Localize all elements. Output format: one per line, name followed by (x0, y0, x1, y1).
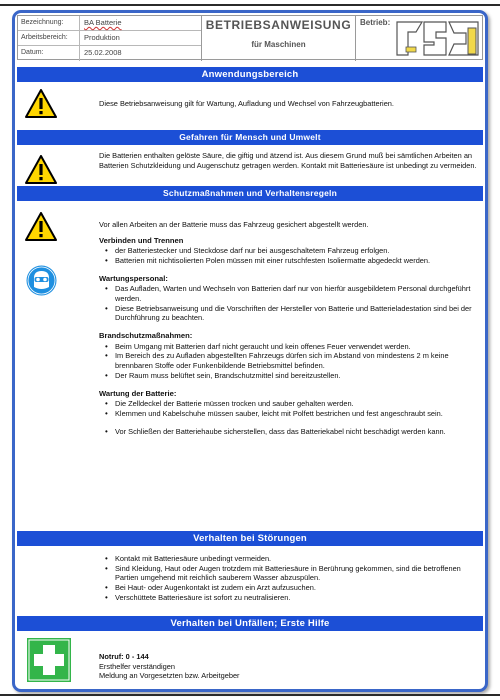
section-malfunctions (17, 546, 483, 614)
top-rule (0, 4, 500, 6)
group-list-connect (99, 246, 483, 265)
section-accidents (17, 632, 483, 690)
list-item: • Der Raum muss belüftet sein, Brandschutzmittel sind bereitzustellen. (99, 371, 483, 381)
list-item: • Vor Schließen der Batteriehaube sicherstellen, dass das Batteriekabel nicht beschädigt werden kann. (99, 427, 483, 437)
header-row-workarea (18, 31, 201, 46)
section-measures (17, 202, 483, 530)
list-item: • Sind Kleidung, Haut oder Augen trotzdem mit Batteriesäure in Berührung gekommen, sind die betroffenen Partien umgehend mit reichlich sauberem Wasser abzuspülen. (99, 564, 483, 583)
document-header (17, 15, 483, 60)
list-item: • Verschüttete Batteriesäure ist sofort zu neutralisieren. (99, 593, 483, 603)
warning-icon (25, 212, 57, 242)
section-hazards (17, 145, 483, 191)
list-item: • Bei Haut- oder Augenkontakt ist zudem ein Arzt aufzusuchen. (99, 583, 483, 593)
list-item: • Im Bereich des zu Aufladen abgestellten Fahrzeugs dürfen sich im Abstand von mindestens 2 m keine brennbaren Stoffe oder Funkenbildende Betriebsmittel befinden. (99, 351, 483, 370)
group-heading-maintenance: Wartung der Batterie: (99, 388, 177, 398)
list-item: • Diese Betriebsanweisung und die Vorschriften der Hersteller von Batterie und Batterieladestation sind bei der Durchführung zu beachten. (99, 304, 483, 323)
list-item: • Klemmen und Kabelschuhe müssen sauber, leicht mit Polfett bestrichen und fest angeschraubt sein. (99, 409, 483, 419)
group-heading-fire: Brandschutzmaßnahmen: (99, 330, 193, 340)
section-bar-malfunctions: Verhalten bei Störungen (17, 531, 483, 546)
group-list-fire (99, 342, 483, 381)
group-list-maintenance (99, 399, 483, 436)
accidents-content (99, 652, 483, 681)
bottom-rule (0, 694, 500, 696)
header-meta-table (18, 16, 202, 61)
list-item: • Beim Umgang mit Batterien darf nicht geraucht und kein offenes Feuer verwendet werden. (99, 342, 483, 352)
group-heading-connect: Verbinden und Trennen (99, 235, 184, 245)
section-bar-hazards: Gefahren für Mensch und Umwelt (17, 130, 483, 145)
list-item: • Die Zelldeckel der Batterie müssen trocken und sauber gehalten werden. (99, 399, 483, 409)
malfunctions-list (99, 554, 483, 603)
section-bar-measures: Schutzmaßnahmen und Verhaltensregeln (17, 186, 483, 201)
header-value: Produktion (84, 33, 120, 42)
scope-text: Diese Betriebsanweisung gilt für Wartung, Aufladung und Wechsel von Fahrzeugbatterien. (99, 99, 394, 108)
list-item: • der Batteriestecker und Steckdose darf nur bei ausgeschaltetem Fahrzeug erfolgen. (99, 246, 483, 256)
section-bar-accidents: Verhalten bei Unfällen; Erste Hilfe (17, 616, 483, 631)
measures-content (99, 220, 483, 436)
section-scope (17, 83, 483, 129)
header-key: Arbeitsbereich: (18, 31, 80, 45)
document-title: BETRIEBSANWEISUNG (205, 18, 352, 32)
section-bar-scope: Anwendungsbereich (17, 67, 483, 82)
list-item: • Das Aufladen, Warten und Wechseln von Batterien darf nur von hierfür ausgebildetem Personal durchgeführt werden. (99, 284, 483, 303)
group-list-personnel (99, 284, 483, 323)
header-company-block (356, 16, 484, 61)
accident-line-first-aider: Ersthelfer verständigen (99, 661, 175, 671)
list-item: • Kontakt mit Batteriesäure unbedingt vermeiden. (99, 554, 483, 564)
list-item: • Batterien mit nichtisolierten Polen müssen mit einer rutschfesten Isoliermatte abgedeckt werden. (99, 256, 483, 266)
accident-line-report: Meldung an Vorgesetzten bzw. Arbeitgeber (99, 671, 240, 681)
header-value: BA Batterie (84, 18, 122, 27)
header-value: 25.02.2008 (84, 48, 122, 57)
eye-protection-icon (26, 265, 57, 296)
warning-icon (25, 155, 57, 185)
document-subtitle: für Maschinen (251, 40, 306, 49)
company-label: Betrieb: (360, 18, 391, 27)
company-logo (396, 20, 480, 57)
document-frame (12, 10, 488, 692)
header-row-designation (18, 16, 201, 31)
header-title-block (202, 16, 356, 61)
measures-intro: Vor allen Arbeiten an der Batterie muss das Fahrzeug gesichert abgestellt werden. (99, 220, 369, 229)
header-key: Bezeichnung: (18, 16, 80, 30)
first-aid-icon (27, 638, 71, 682)
warning-icon (25, 89, 57, 119)
hazards-text: Die Batterien enthalten gelöste Säure, die giftig und ätzend ist. Aus diesem Grund muß bei sämtlichen Arbeiten an Batterien Schutzkleidung und Augenschutz getragen werden. Kontakt mit Batteriesäure ist unbedingt zu vermeiden. (99, 151, 477, 170)
header-key: Datum: (18, 46, 80, 61)
header-row-date (18, 46, 201, 61)
malfunctions-content (99, 554, 483, 603)
emergency-number: Notruf: 0 - 144 (99, 652, 149, 661)
group-heading-personnel: Wartungspersonal: (99, 273, 168, 283)
